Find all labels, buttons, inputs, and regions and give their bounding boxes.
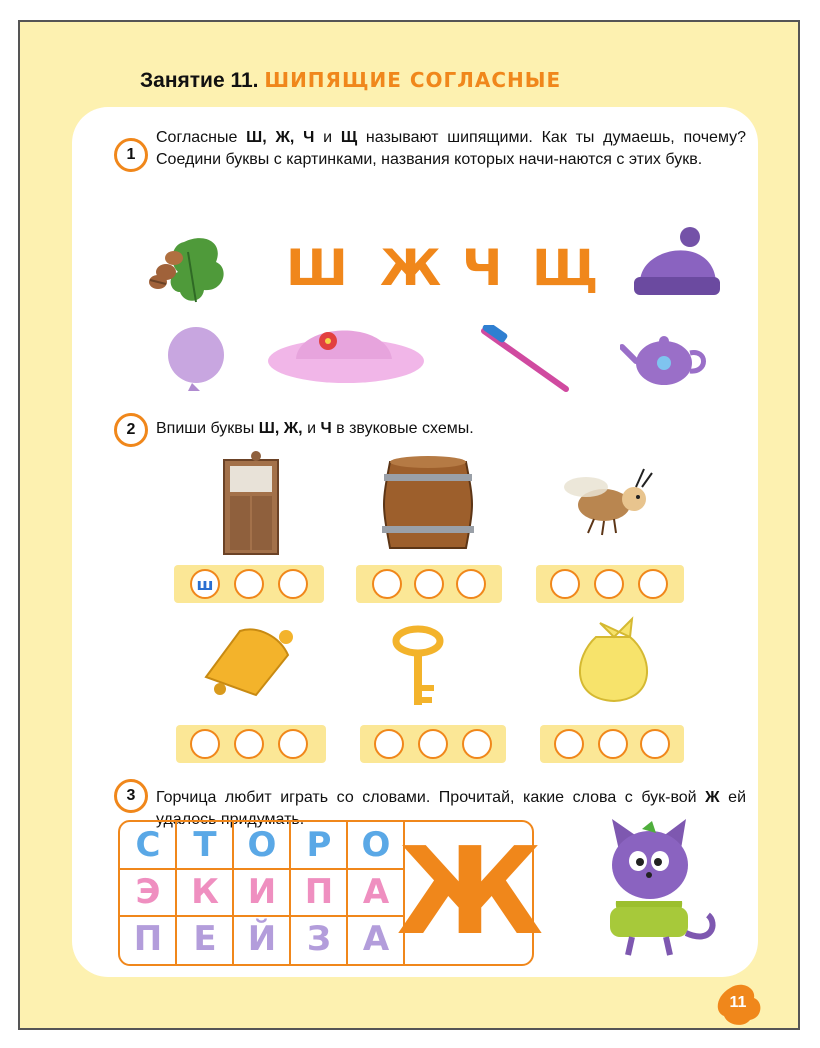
task3-text-a: Горчица любит играть со словами. Прочитай, какие слова с бук-вой [156,789,706,806]
knit-hat-picture [630,225,722,301]
beetle-picture [564,457,656,537]
task2-text-a: Впиши буквы [156,420,259,437]
sound-cell[interactable] [278,569,308,599]
sound-cell-example: ш [190,569,220,599]
cat-character-picture [582,815,722,975]
word-grid [118,820,544,966]
sound-scheme-wardrobe [174,565,324,603]
letter-sh: Ш [286,239,348,297]
sound-cell[interactable] [234,729,264,759]
sound-cell[interactable] [594,569,624,599]
task2-letter-last: Ч [320,420,332,437]
balloon-picture [162,325,228,395]
letter-zh: Ж [380,239,442,297]
grid-letter: А [362,872,390,912]
bell-picture [196,623,296,697]
sound-cell[interactable] [418,729,448,759]
sound-cell[interactable] [414,569,444,599]
teapot-picture [620,329,710,393]
sound-scheme-barrel [356,565,502,603]
sound-cell[interactable] [456,569,486,599]
task2-text-c: в звуковые схемы. [331,420,474,437]
sound-cell[interactable] [640,729,670,759]
sound-cell[interactable] [638,569,668,599]
sound-cell[interactable] [278,729,308,759]
wardrobe-picture [222,450,280,556]
grid-letter: Р [306,825,332,865]
grid-letter: О [247,825,277,865]
sound-cell[interactable] [190,729,220,759]
grid-letter: Т [193,825,217,865]
lesson-title [140,68,561,93]
page-number: 11 [729,994,747,1011]
grid-letter: П [304,872,334,912]
sound-cell[interactable] [554,729,584,759]
acorns-picture [144,232,230,312]
grid-letter: З [306,919,332,959]
sound-scheme-key [360,725,506,763]
sound-cell[interactable] [374,729,404,759]
sound-scheme-bell [176,725,326,763]
task2-number: 2 [114,413,148,447]
sound-scheme-beetle [536,565,684,603]
lesson-label: Занятие 11. [140,69,259,92]
letter-shch: Щ [532,239,599,297]
grid-letter: О [361,825,391,865]
barrel-picture [380,452,476,556]
task2-text [156,418,746,440]
key-picture [388,625,452,707]
task1-text-c: называют шипящими. Как ты думаешь, почему? Соедини буквы с картинками, названия которых начи-наются с этих букв. [156,129,747,168]
task1-letter-last: Щ [340,129,358,146]
task2-letters: Ш, Ж, [258,420,303,437]
task3-text-b: ей удалось придумать. [156,789,747,828]
sound-cell[interactable] [598,729,628,759]
grid-letter: Е [193,919,217,959]
grid-letter: П [133,919,163,959]
grid-letter: К [191,872,219,912]
sun-hat-picture [266,315,426,393]
toothbrush-picture [480,325,570,395]
task2-text-b: и [302,420,321,437]
sound-cell[interactable] [462,729,492,759]
grid-letter: Э [135,872,161,912]
task1-text [156,127,746,171]
letter-ch: Ч [462,239,503,297]
grid-letter: А [362,919,390,959]
task1-text-a: Согласные [156,129,247,146]
task1-number: 1 [114,138,148,172]
big-letter-zh: Ж [396,822,544,962]
lesson-topic: ШИПЯЩИЕ СОГЛАСНЫЕ [264,68,562,92]
task1-letters: Ш, Ж, Ч [246,129,315,146]
task1-text-b: и [314,129,341,146]
grid-letter: С [135,825,161,865]
sack-picture [570,613,656,705]
sound-cell[interactable] [372,569,402,599]
grid-letter: Й [247,919,277,959]
task3-number: 3 [114,779,148,813]
grid-letter: И [247,872,277,912]
sound-cell[interactable] [550,569,580,599]
task3-letter: Ж [705,789,720,806]
workbook-page [18,20,800,1030]
sound-scheme-sack [540,725,684,763]
sound-cell[interactable] [234,569,264,599]
